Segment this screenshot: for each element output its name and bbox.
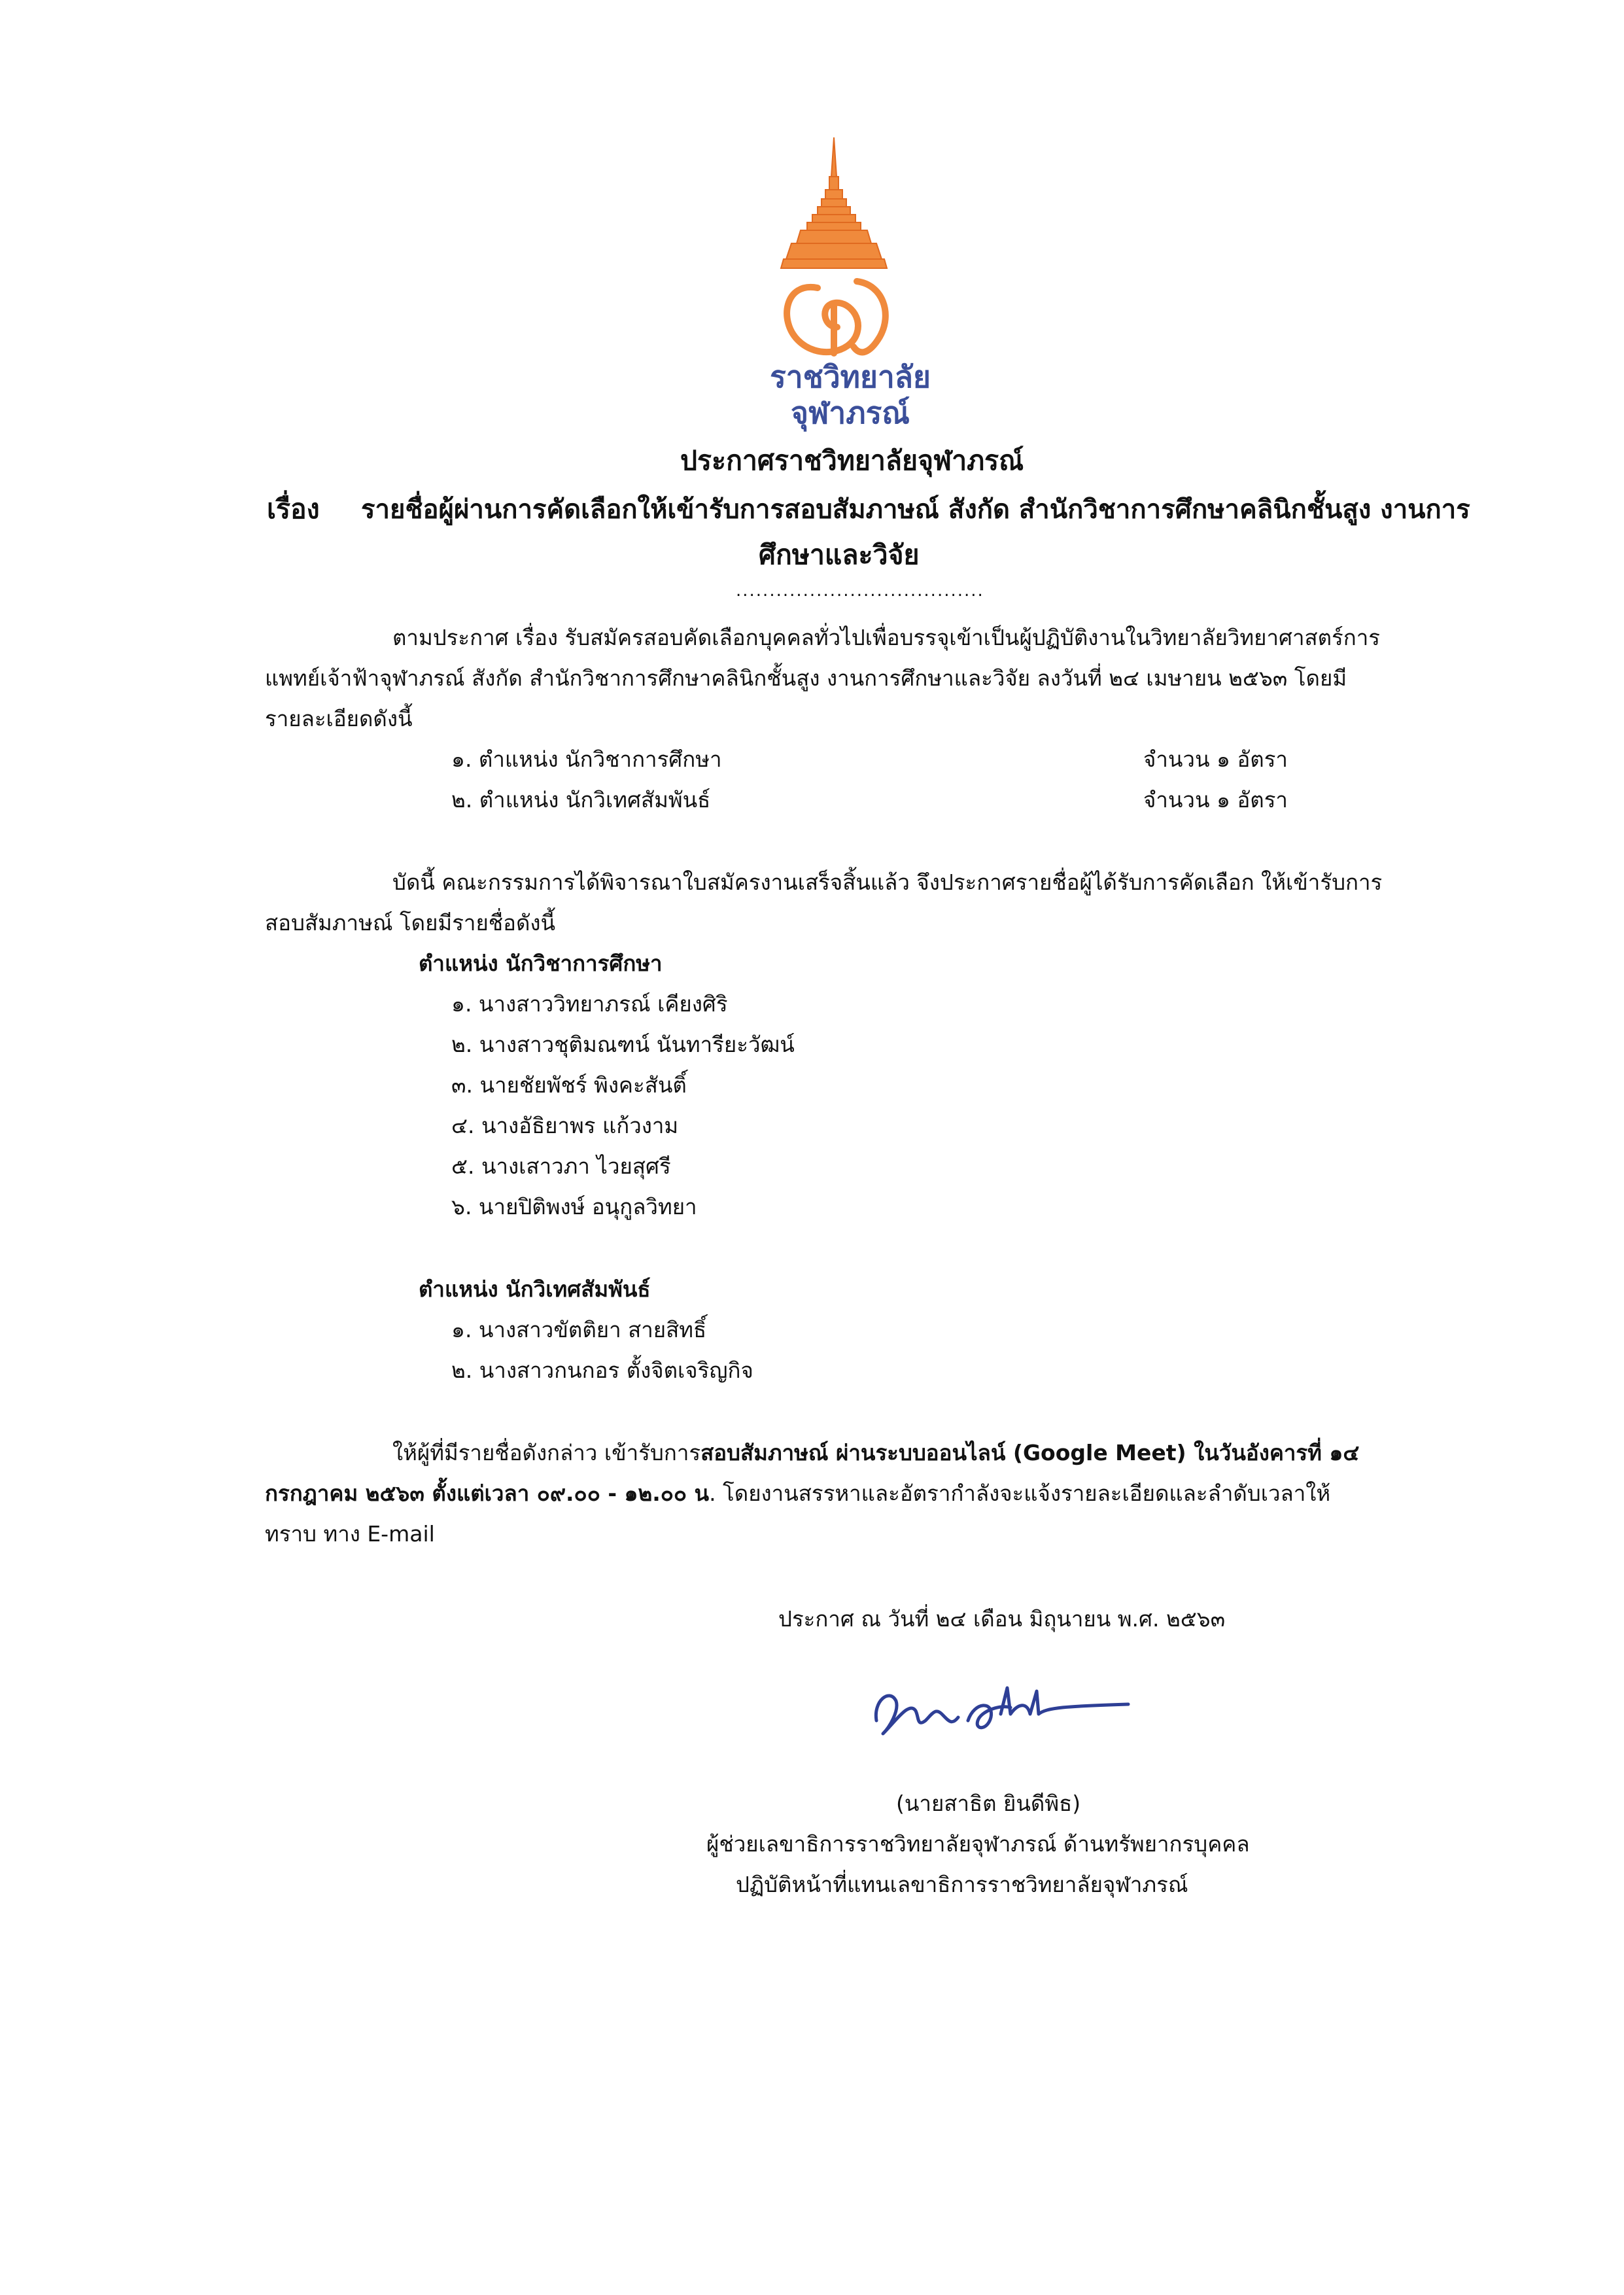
group-title-2: ตำแหน่ง นักวิเทศสัมพันธ์ [419,1276,651,1302]
interview-line2-bold: กรกฎาคม ๒๕๖๓ ตั้งแต่เวลา ๐๙.๐๐ - ๑๒.๐๐ น [265,1480,710,1506]
list-item: ๔. นางอัธิยาพร แก้วงาม [451,1113,679,1138]
list-item: ๒. นางสาวกนกอร ตั้งจิตเจริญกิจ [451,1358,753,1383]
subject-line1: รายชื่อผู้ผ่านการคัดเลือกให้เข้ารับการสอบสัมภาษณ์ สังกัด สำนักวิชาการศึกษาคลินิกชั้นสูง งานการ [361,495,1470,525]
signature [870,1675,1132,1747]
intro-line1: ตามประกาศ เรื่อง รับสมัครสอบคัดเลือกบุคคลทั่วไปเพื่อบรรจุเข้าเป็นผู้ปฏิบัติงานในวิทยาลัยวิทยาศาสตร์การ [392,625,1381,650]
position-item-2: ๒. ตำแหน่ง นักวิเทศสัมพันธ์ [451,787,711,813]
document-title: ประกาศราชวิทยาลัยจุฬาภรณ์ [680,445,1024,476]
group-title-1: ตำแหน่ง นักวิชาการศึกษา [419,951,663,976]
intro-line3: รายละเอียดดังนี้ [265,706,413,731]
position-item-1: ๑. ตำแหน่ง นักวิชาการศึกษา [451,746,722,772]
result-line2: สอบสัมภาษณ์ โดยมีรายชื่อดังนี้ [265,910,556,936]
interview-line1-normal: ให้ผู้ที่มีรายชื่อดังกล่าว เข้ารับการ [392,1440,701,1465]
list-item: ๕. นางเสาวภา ไวยสุศรี [451,1153,671,1179]
interview-line1 [392,1435,1359,1470]
interview-line1-bold: สอบสัมภาษณ์ ผ่านระบบออนไลน์ (Google Meet) ในวันอังคารที่ ๑๔ [700,1440,1360,1465]
subject-line2: ศึกษาและวิจัย [759,539,920,570]
interview-line2-normal: . โดยงานสรรหาและอัตรากำลังจะแจ้งรายละเอียดและลำดับเวลาให้ [709,1480,1331,1506]
signer-title-1: ผู้ช่วยเลขาธิการราชวิทยาลัยจุฬาภรณ์ ด้านทรัพยากรบุคคล [706,1831,1250,1857]
subject-label: เรื่อง [267,493,320,525]
interview-line3: ทราบ ทาง E-mail [265,1521,435,1547]
list-item: ๒. นางสาวชุติมณฑน์ นันทารียะวัฒน์ [451,1032,795,1057]
logo-line2: จุฬาภรณ์ [791,395,910,430]
announcement-date: ประกาศ ณ วันที่ ๒๔ เดือน มิถุนายน พ.ศ. ๒๕๖๓ [778,1606,1226,1632]
list-item: ๑. นางสาววิทยาภรณ์ เคียงศิริ [451,991,728,1017]
intro-line2: แพทย์เจ้าฟ้าจุฬาภรณ์ สังกัด สำนักวิชาการศึกษาคลินิกชั้นสูง งานการศึกษาและวิจัย ลงวันที่ ๒๔ เมษายน ๒๕๖๓ โดยมี [265,665,1347,691]
list-item: ๖. นายปิติพงษ์ อนุกูลวิทยา [451,1194,697,1219]
interview-line2 [265,1476,1330,1511]
signer-title-2: ปฏิบัติหน้าที่แทนเลขาธิการราชวิทยาลัยจุฬาภรณ์ [736,1872,1188,1897]
list-item: ๓. นายชัยพัชร์ พิงคะสันติ์ [451,1072,687,1098]
signer-name: (นายสาธิต ยินดีพิธ) [896,1791,1081,1816]
list-item: ๑. นางสาวขัตติยา สายสิทธิ์ [451,1317,707,1342]
separator: ..................................... [736,581,984,601]
result-line1: บัดนี้ คณะกรรมการได้พิจารณาใบสมัครงานเสร็จสิ้นแล้ว จึงประกาศรายชื่อผู้ได้รับการคัดเลือก ให้เข้ารับการ [392,869,1383,895]
logo-line1: ราชวิทยาลัย [770,359,931,394]
position-count-1: จำนวน ๑ อัตรา [1143,746,1288,772]
position-count-2: จำนวน ๑ อัตรา [1143,787,1288,813]
